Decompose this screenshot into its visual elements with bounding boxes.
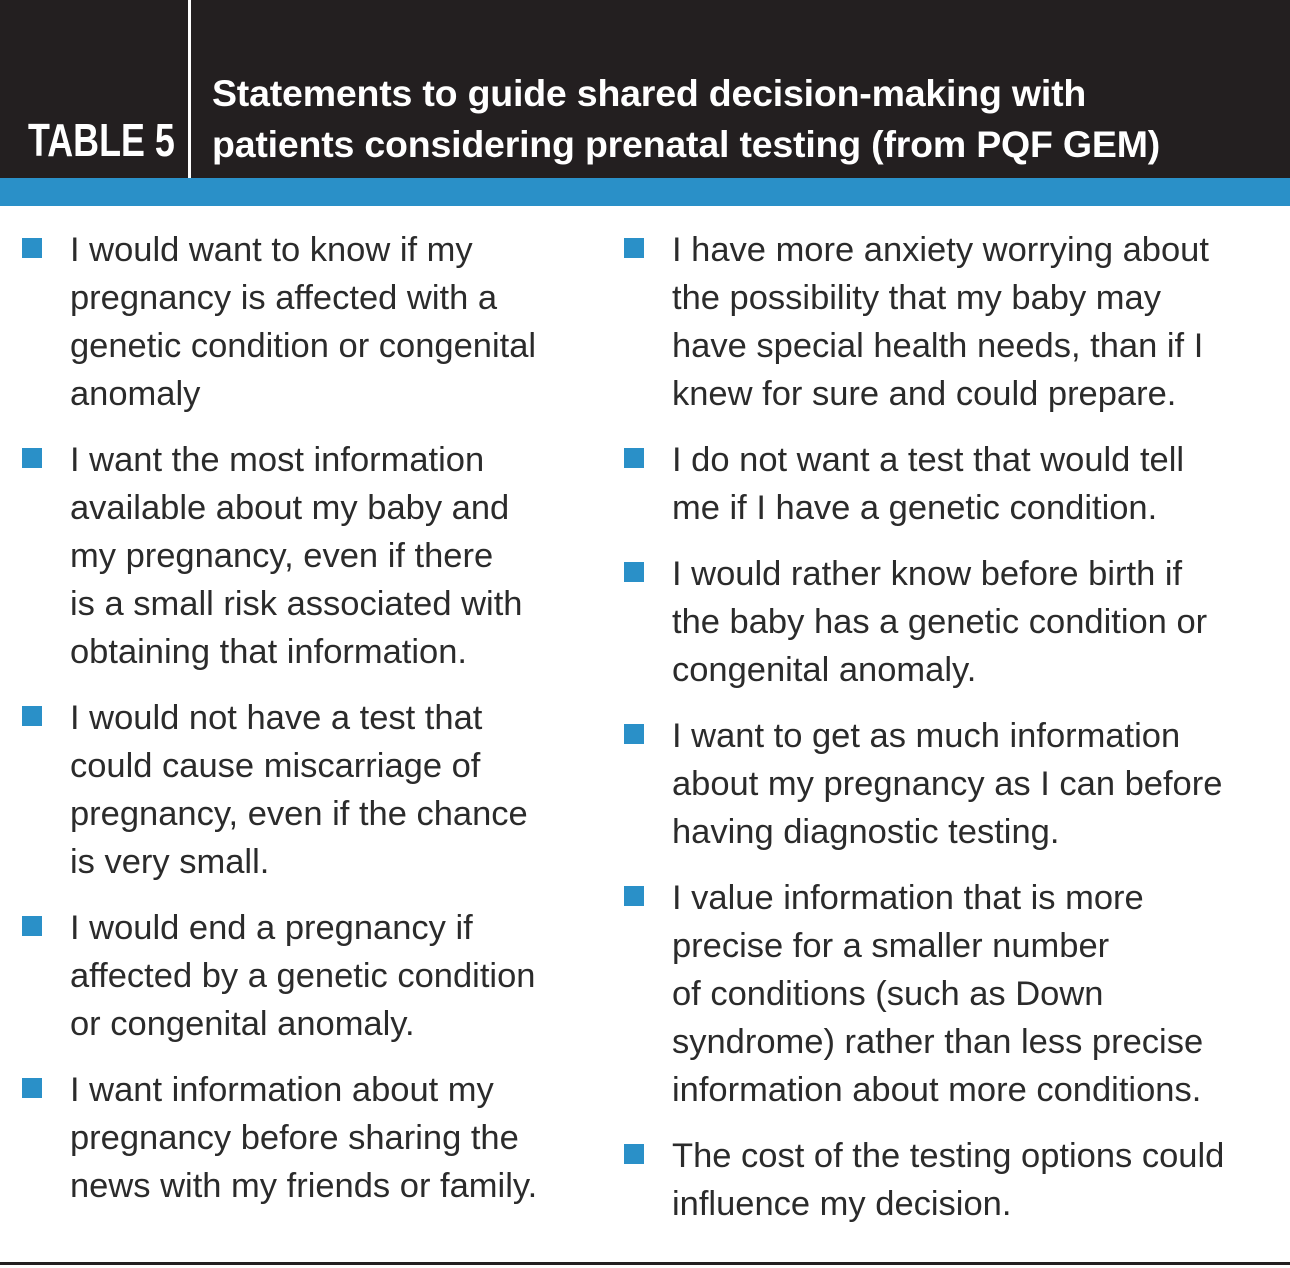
square-bullet-icon — [624, 886, 644, 906]
square-bullet-icon — [22, 1078, 42, 1098]
list-item-line: knew for sure and could prepare. — [672, 375, 1177, 413]
list-item-line: genetic condition or congenital — [70, 327, 537, 365]
bottom-rule — [0, 1262, 1290, 1265]
list-item-line: I would not have a test that — [70, 699, 483, 737]
list-item — [624, 712, 1264, 856]
table-title-line: Statements to guide shared decision-making with — [212, 72, 1087, 114]
square-bullet-icon — [624, 562, 644, 582]
square-bullet-icon — [22, 916, 42, 936]
list-item-text — [672, 226, 1264, 418]
list-item-text — [70, 226, 582, 418]
list-item — [22, 904, 582, 1048]
list-item-line: I have more anxiety worrying about — [672, 231, 1209, 269]
list-item-line: news with my friends or family. — [70, 1167, 538, 1205]
list-item-line: available about my baby and — [70, 489, 510, 527]
list-item-line: have special health needs, than if I — [672, 327, 1204, 365]
list-item — [624, 226, 1264, 418]
list-item-text — [672, 874, 1264, 1114]
list-item-line: precise for a smaller number — [672, 927, 1110, 965]
list-item-line: of conditions (such as Down — [672, 975, 1104, 1013]
table-title-line: patients considering prenatal testing (from PQF GEM) — [212, 123, 1161, 165]
list-item-line: syndrome) rather than less precise — [672, 1023, 1204, 1061]
list-item-line: I want to get as much information — [672, 717, 1181, 755]
list-item-line: or congenital anomaly. — [70, 1005, 415, 1043]
list-item-line: I do not want a test that would tell — [672, 441, 1185, 479]
list-item — [624, 874, 1264, 1114]
list-item-line: influence my decision. — [672, 1185, 1012, 1223]
list-item-text — [70, 904, 582, 1048]
list-item — [624, 1132, 1264, 1228]
list-item-line: affected by a genetic condition — [70, 957, 536, 995]
list-item-line: I want the most information — [70, 441, 485, 479]
list-item — [624, 436, 1264, 532]
list-item-line: congenital anomaly. — [672, 651, 977, 689]
list-item-text — [672, 712, 1264, 856]
list-item-line: the possibility that my baby may — [672, 279, 1161, 317]
list-item-line: information about more conditions. — [672, 1071, 1202, 1109]
accent-bar — [0, 178, 1290, 206]
list-item-line: about my pregnancy as I can before — [672, 765, 1223, 803]
square-bullet-icon — [624, 1144, 644, 1164]
list-item — [624, 550, 1264, 694]
table-header — [0, 0, 1290, 178]
table-number-label: TABLE 5 — [28, 114, 175, 166]
left-column — [22, 226, 582, 1228]
list-item-line: the baby has a genetic condition or — [672, 603, 1208, 641]
right-column — [624, 226, 1264, 1246]
list-item-line: is very small. — [70, 843, 270, 881]
list-item-line: I value information that is more — [672, 879, 1144, 917]
list-item-line: my pregnancy, even if there — [70, 537, 494, 575]
list-item-text — [672, 1132, 1264, 1228]
list-item-line: pregnancy is affected with a — [70, 279, 498, 317]
list-item-line: I would end a pregnancy if — [70, 909, 473, 947]
list-item-text — [70, 436, 582, 676]
list-item-line: having diagnostic testing. — [672, 813, 1060, 851]
list-item — [22, 1066, 582, 1210]
square-bullet-icon — [624, 448, 644, 468]
list-item — [22, 436, 582, 676]
square-bullet-icon — [22, 448, 42, 468]
list-item — [22, 694, 582, 886]
list-item-text — [672, 550, 1264, 694]
list-item-line: pregnancy before sharing the — [70, 1119, 519, 1157]
square-bullet-icon — [624, 724, 644, 744]
table-title — [212, 68, 1282, 170]
list-item-text — [672, 436, 1264, 532]
list-item-line: me if I have a genetic condition. — [672, 489, 1158, 527]
list-item-line: The cost of the testing options could — [672, 1137, 1225, 1175]
header-divider — [188, 0, 191, 178]
list-item-line: pregnancy, even if the chance — [70, 795, 528, 833]
list-item-line: is a small risk associated with — [70, 585, 523, 623]
list-item-line: could cause miscarriage of — [70, 747, 481, 785]
square-bullet-icon — [624, 238, 644, 258]
square-bullet-icon — [22, 706, 42, 726]
list-item-line: obtaining that information. — [70, 633, 468, 671]
square-bullet-icon — [22, 238, 42, 258]
list-item-line: anomaly — [70, 375, 201, 413]
list-item-text — [70, 694, 582, 886]
list-item — [22, 226, 582, 418]
list-item-line: I would want to know if my — [70, 231, 473, 269]
list-item-line: I would rather know before birth if — [672, 555, 1183, 593]
list-item-text — [70, 1066, 582, 1210]
list-item-line: I want information about my — [70, 1071, 494, 1109]
